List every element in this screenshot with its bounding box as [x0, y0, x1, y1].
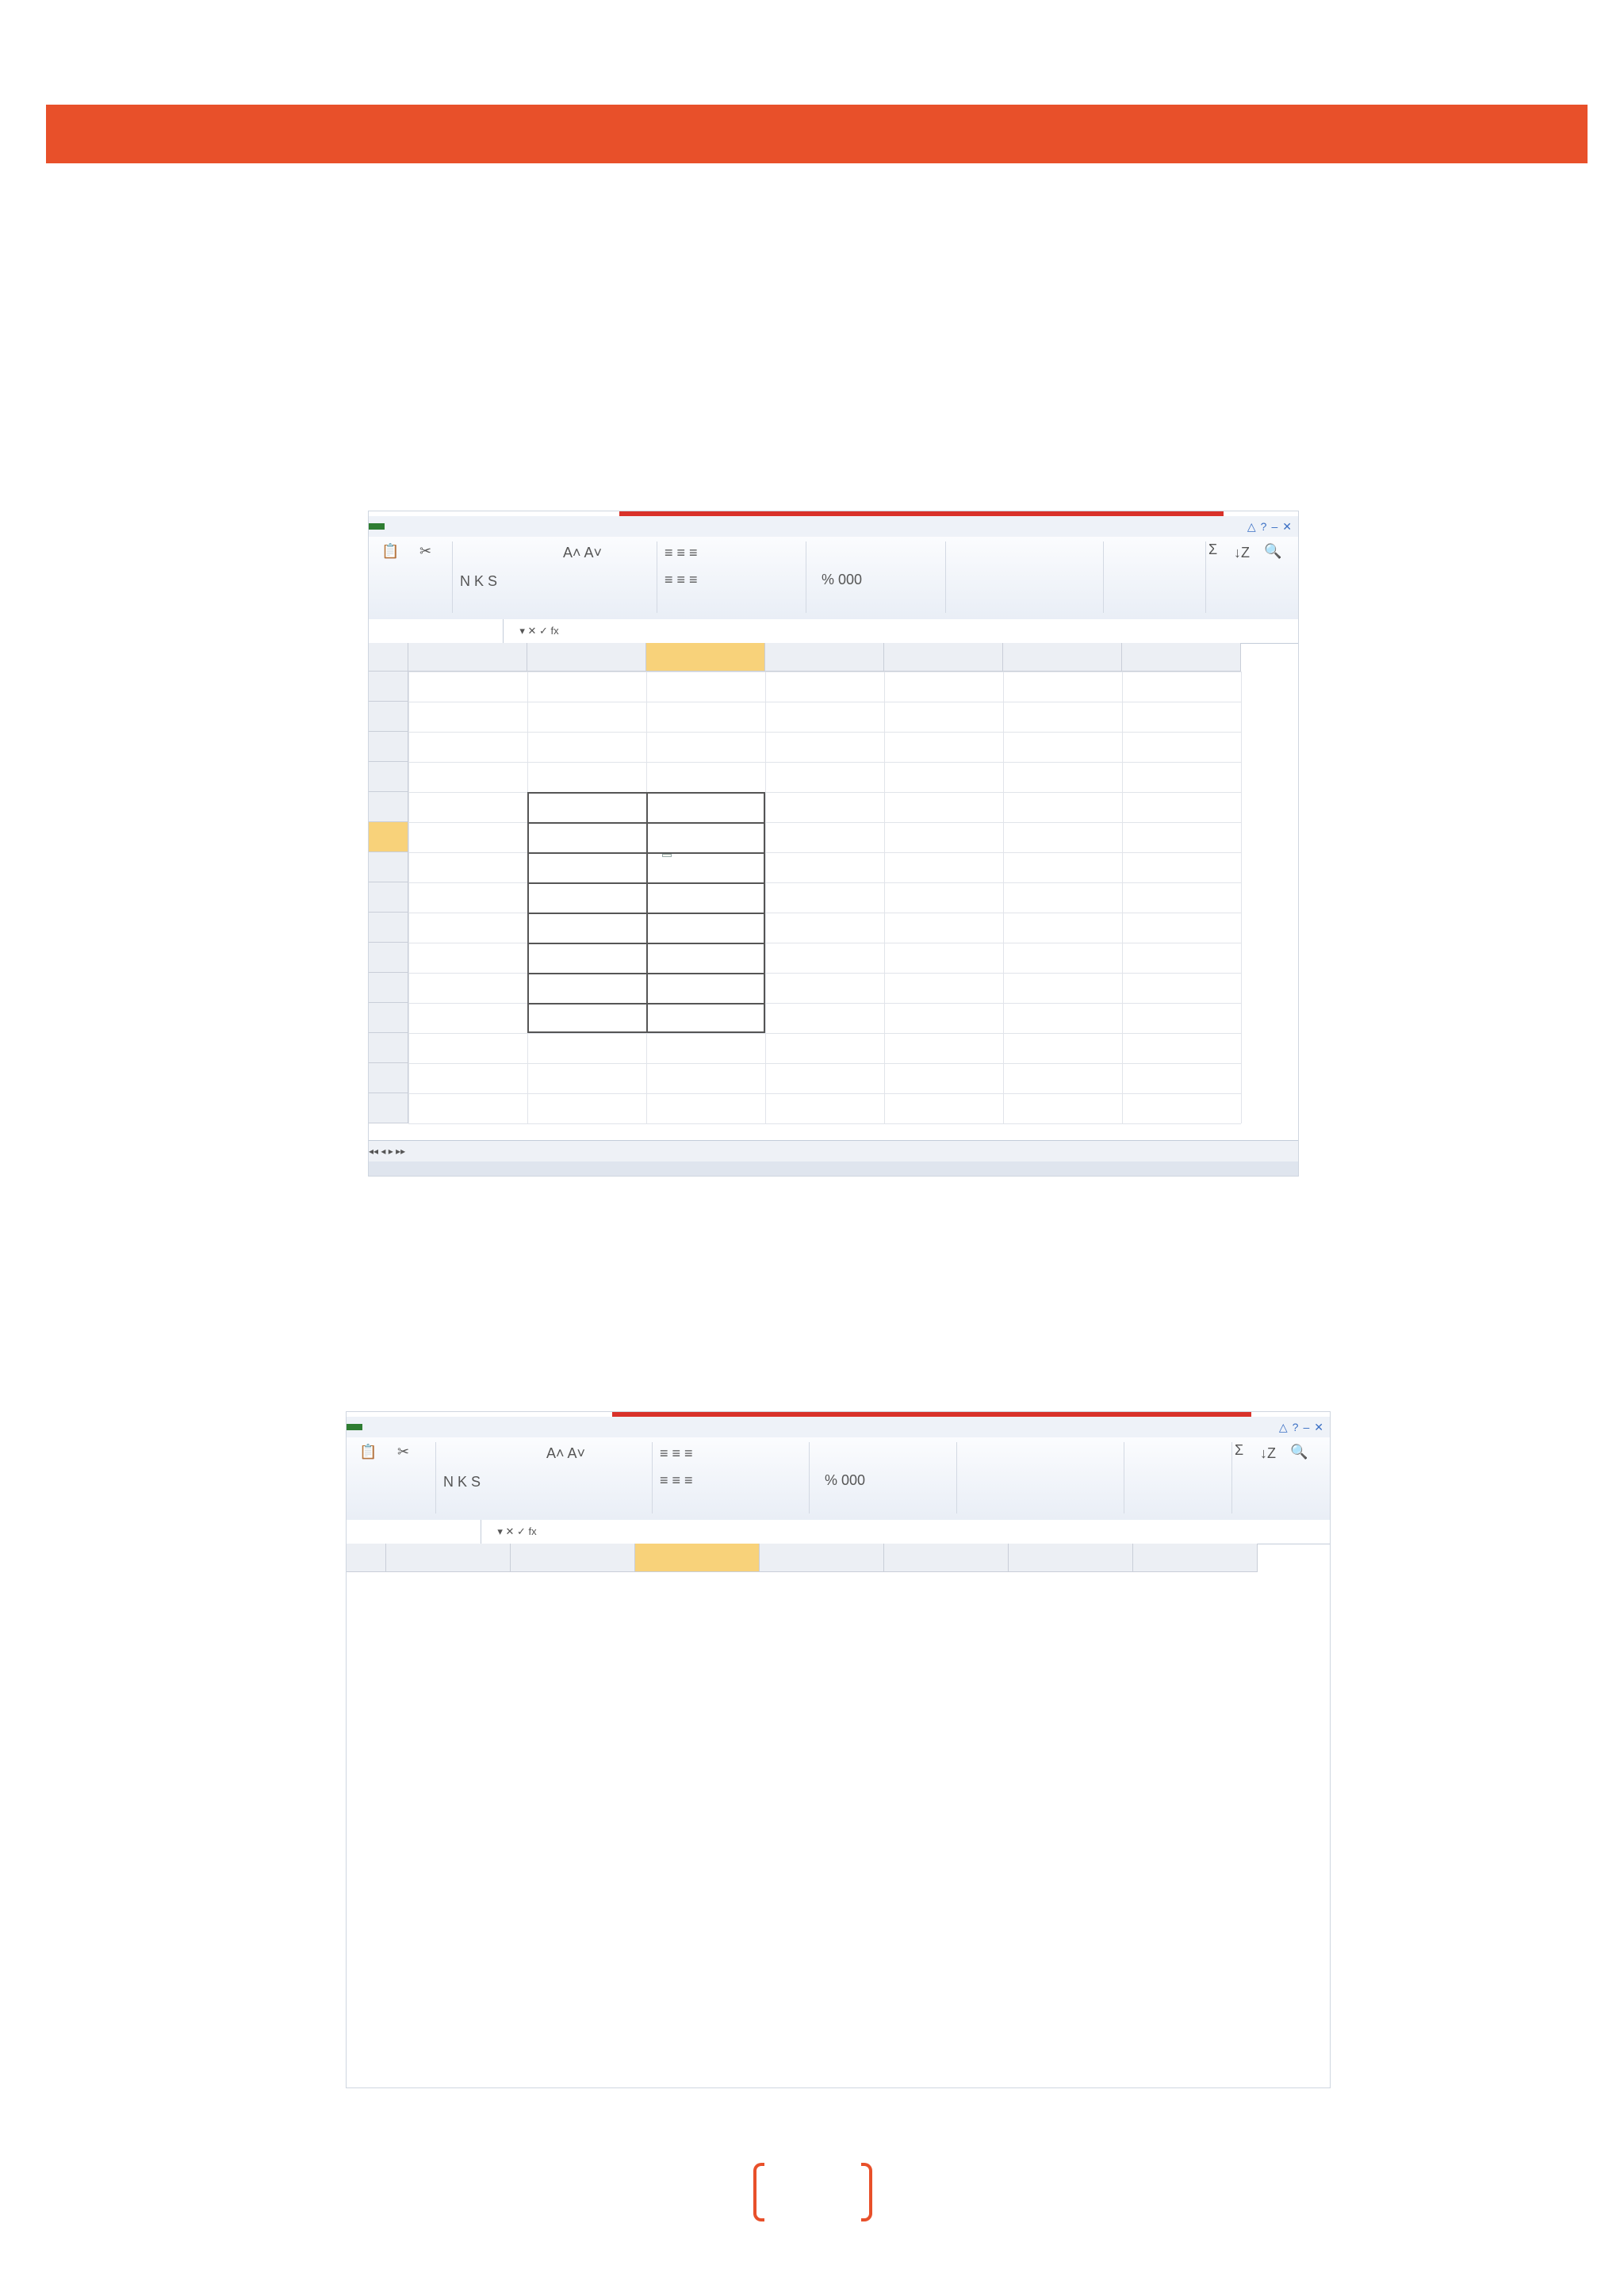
row-header-15[interactable]	[369, 1093, 408, 1123]
grid-vline	[765, 672, 766, 1123]
sort-filter-icon[interactable]: ↓Z	[1260, 1445, 1276, 1461]
excel-screenshot-step3	[346, 1411, 1331, 2088]
align-icons-2[interactable]: ≡ ≡ ≡	[665, 572, 698, 587]
find-select-icon[interactable]: 🔍	[1290, 1444, 1308, 1460]
row-header-10[interactable]	[369, 943, 408, 973]
grid-hline	[408, 732, 1241, 733]
number-cell[interactable]	[527, 943, 646, 973]
font-size-icons[interactable]: A˄ A˅	[563, 545, 603, 561]
row-header-12[interactable]	[369, 1003, 408, 1033]
row-header-4[interactable]	[369, 762, 408, 792]
paste-icon[interactable]: 📋	[359, 1444, 377, 1460]
row-header-8[interactable]	[369, 882, 408, 913]
ribbon-group-7	[1205, 541, 1299, 613]
row-header-14[interactable]	[369, 1063, 408, 1093]
help-icon[interactable]: ?	[1260, 520, 1267, 533]
row-header-2[interactable]	[369, 702, 408, 732]
ribbon-tabs	[369, 516, 1298, 537]
close-icon[interactable]: ✕	[1314, 1420, 1323, 1433]
spreadsheet-grid	[347, 1544, 1330, 2053]
row-header-7[interactable]	[369, 852, 408, 882]
name-box[interactable]	[369, 619, 504, 643]
row-header-13[interactable]	[369, 1033, 408, 1063]
column-header-b[interactable]	[511, 1544, 635, 1572]
number-cell[interactable]	[527, 882, 646, 913]
column-header-b[interactable]	[527, 643, 646, 672]
column-header-c[interactable]	[646, 643, 765, 672]
ribbon-group-5	[956, 1442, 1124, 1513]
row-header-3[interactable]	[369, 732, 408, 762]
paste-icon[interactable]: 📋	[381, 543, 400, 559]
function-tooltip	[662, 854, 672, 857]
spreadsheet-grid	[369, 643, 1298, 1141]
sheet-tabs-bar	[369, 1140, 1298, 1161]
excel-screenshot-step2	[368, 511, 1299, 1177]
font-size-icons[interactable]: A˄ A˅	[546, 1445, 586, 1461]
number-cell[interactable]	[527, 913, 646, 943]
page-number	[753, 2163, 872, 2226]
grid-vline	[408, 672, 409, 1123]
bracket-left	[753, 2163, 764, 2221]
grid-vline	[1003, 672, 1004, 1123]
formula-bar	[347, 1520, 1330, 1544]
column-header-e[interactable]	[884, 643, 1003, 672]
number-cell[interactable]	[527, 852, 646, 882]
ribbon-group-7	[1231, 1442, 1331, 1513]
column-header-g[interactable]	[1133, 1544, 1258, 1572]
autosum-icon[interactable]: Σ	[1208, 541, 1218, 557]
column-header-f[interactable]	[1003, 643, 1122, 672]
grid-vline	[884, 672, 885, 1123]
number-icons[interactable]: % 000	[825, 1472, 866, 1488]
row-header-6[interactable]	[369, 822, 408, 852]
window-controls	[1279, 1417, 1323, 1437]
ribbon-tabs	[347, 1417, 1330, 1437]
formula-bar-icons: ▾ ✕ ✓ fx	[519, 625, 559, 637]
bracket-right	[861, 2163, 872, 2221]
column-header-e[interactable]	[884, 1544, 1009, 1572]
align-icons[interactable]: ≡ ≡ ≡	[665, 545, 698, 561]
autosum-icon[interactable]: Σ	[1235, 1442, 1244, 1458]
number-cell[interactable]	[527, 1003, 646, 1033]
page-header	[46, 105, 1588, 163]
column-header-d[interactable]	[760, 1544, 884, 1572]
help-icon[interactable]: ?	[1292, 1421, 1299, 1433]
grid-vline	[1241, 672, 1242, 1123]
ribbon-group-6	[1103, 541, 1206, 613]
ribbon-minimize-icon[interactable]: △	[1278, 1420, 1288, 1433]
sheet-nav-icons[interactable]: ◂◂ ◂ ▸ ▸▸	[369, 1146, 406, 1157]
minimize-icon[interactable]: –	[1271, 520, 1278, 533]
number-cell[interactable]	[527, 973, 646, 1003]
status-bar	[369, 1161, 1298, 1176]
ribbon	[369, 537, 1298, 620]
formula-bar-icons: ▾ ✕ ✓ fx	[497, 1525, 537, 1537]
grid-hline	[408, 1033, 1241, 1034]
column-header-d[interactable]	[765, 643, 884, 672]
column-header-c[interactable]	[635, 1544, 760, 1572]
window-controls	[1247, 516, 1292, 537]
row-header-11[interactable]	[369, 973, 408, 1003]
column-header-g[interactable]	[1122, 643, 1241, 672]
grid-hline	[408, 1063, 1241, 1064]
column-header-f[interactable]	[1009, 1544, 1133, 1572]
column-header-a[interactable]	[386, 1544, 511, 1572]
ribbon-group-5	[945, 541, 1104, 613]
grid-vline	[1122, 672, 1123, 1123]
sort-filter-icon[interactable]: ↓Z	[1234, 545, 1250, 561]
grid-hline	[408, 762, 1241, 763]
align-icons[interactable]: ≡ ≡ ≡	[660, 1445, 693, 1461]
row-header-5[interactable]	[369, 792, 408, 822]
align-icons-2[interactable]: ≡ ≡ ≡	[660, 1472, 693, 1488]
cut-icon[interactable]: ✂	[397, 1444, 410, 1460]
name-box[interactable]	[347, 1520, 481, 1544]
select-all-corner[interactable]	[347, 1544, 386, 1572]
column-header-a[interactable]	[408, 643, 527, 672]
font-style-icons[interactable]: N K S	[443, 1474, 481, 1490]
ribbon-minimize-icon[interactable]: △	[1247, 519, 1256, 533]
row-header-9[interactable]	[369, 913, 408, 943]
ribbon-group-6	[1124, 1442, 1232, 1513]
minimize-icon[interactable]: –	[1303, 1421, 1310, 1433]
ribbon-tab[interactable]	[347, 1424, 362, 1430]
cut-icon[interactable]: ✂	[419, 543, 432, 559]
font-style-icons[interactable]: N K S	[460, 573, 498, 589]
find-select-icon[interactable]: 🔍	[1264, 543, 1282, 559]
row-header-1[interactable]	[369, 672, 408, 702]
close-icon[interactable]: ✕	[1282, 519, 1292, 533]
number-icons[interactable]: % 000	[822, 572, 863, 587]
grid-hline	[408, 1093, 1241, 1094]
ribbon-tab[interactable]	[369, 523, 385, 530]
number-cell[interactable]	[527, 822, 646, 852]
formula-bar	[369, 619, 1298, 644]
grid-hline	[408, 1123, 1241, 1124]
select-all-corner[interactable]	[369, 643, 408, 672]
ribbon	[347, 1437, 1330, 1521]
